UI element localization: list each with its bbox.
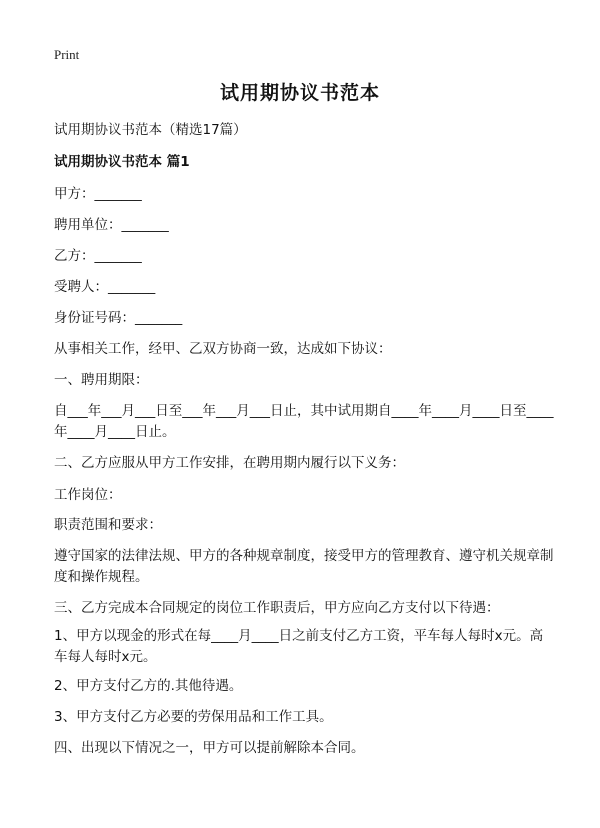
paragraph-party-a: 甲方：_______ [54,186,142,202]
paragraph-equipment: 3、甲方支付乙方必要的劳保用品和工作工具。 [54,709,333,725]
document-subtitle: 试用期协议书范本（精选17篇） [54,122,247,138]
paragraph-section-4: 四、出现以下情况之一，甲方可以提前解除本合同。 [54,740,365,756]
paragraph-wage: 1、甲方以现金的形式在每____月____日之前支付乙方工资，平车每人每时x元。高车每人每时x元。 [54,628,544,665]
paragraph-employer-unit: 聘用单位：_______ [54,217,169,233]
paragraph-position: 工作岗位： [54,487,122,503]
paragraph-other-benefits: 2、甲方支付乙方的.其他待遇。 [54,678,243,694]
paragraph-compliance: 遵守国家的法律法规、甲方的各种规章制度，接受甲方的管理教育、遵守机关规章制度和操作规程。 [54,548,554,585]
paragraph-employee: 受聘人：_______ [54,279,156,295]
paragraph-section-3: 三、乙方完成本合同规定的岗位工作职责后，甲方应向乙方支付以下待遇： [54,600,500,616]
document-title: 试用期协议书范本 [219,82,380,104]
paragraph-agreement-intro: 从事相关工作，经甲、乙双方协商一致，达成如下协议： [54,341,392,357]
print-label[interactable]: Print [54,47,80,62]
paragraph-party-b: 乙方：_______ [54,248,142,264]
paragraph-id-number: 身份证号码：_______ [54,310,183,326]
paragraph-section-1: 一、聘用期限： [54,372,149,388]
section-heading: 试用期协议书范本 篇1 [54,154,190,170]
paragraph-term-dates: 自___年___月___日至___年___月___日止，其中试用期自____年____月____日至____年____月____日止。 [54,403,554,440]
paragraph-duties: 职责范围和要求： [54,517,162,533]
paragraph-section-2: 二、乙方应服从甲方工作安排，在聘用期内履行以下义务： [54,455,405,471]
